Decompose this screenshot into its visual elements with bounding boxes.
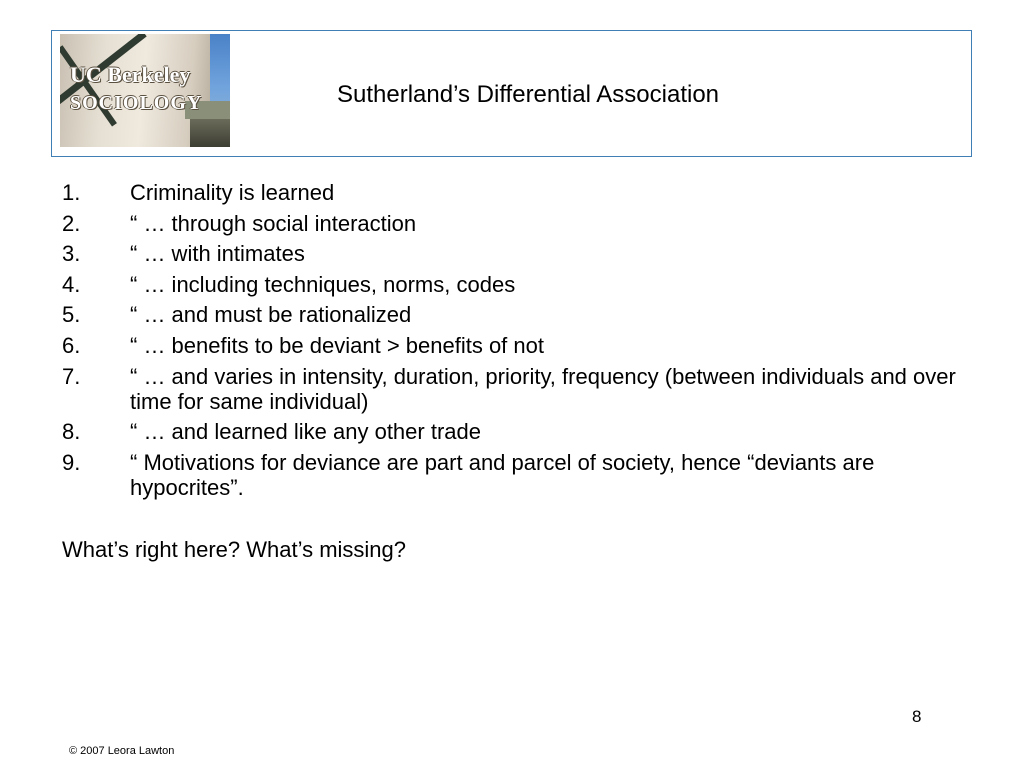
logo-text-line2: SOCIOLOGY [70,92,203,114]
list-item-text: “ … and varies in intensity, duration, priority, frequency (between individuals and over time for same individual) [130,363,956,414]
list-item [62,272,962,297]
logo-tower-image [60,34,210,147]
slide-title: Sutherland’s Differential Association [337,81,720,108]
logo-text-line1: UC Berkeley [70,62,191,87]
list-item [62,211,962,236]
list-item-number: 2. [62,210,81,236]
list-item [62,333,962,358]
list-item-text: “ … benefits to be deviant > benefits of not [130,332,544,358]
discussion-question: What’s right here? What’s missing? [62,537,406,562]
list-item-text: “ Motivations for deviance are part and parcel of society, hence “deviants are hypocrites”. [130,449,875,500]
list-item [62,302,962,327]
list-item [62,364,962,414]
list-item [62,450,962,500]
list-item-number: 1. [62,180,81,205]
list-item-text: “ … and learned like any other trade [130,419,481,445]
list-item-number: 4. [62,271,81,297]
slide-header [51,30,972,157]
list-item [62,419,962,444]
list-item-number: 7. [62,363,81,389]
list-item [62,180,962,205]
list-item [62,241,962,266]
numbered-list [62,180,962,505]
list-item-number: 5. [62,302,81,328]
list-item-number: 3. [62,241,81,267]
list-item-number: 8. [62,419,81,445]
logo-building [190,119,230,147]
page-number: 8 [912,707,922,726]
list-item-text: Criminality is learned [130,180,335,205]
list-item-number: 9. [62,449,81,475]
list-item-number: 6. [62,332,81,358]
uc-berkeley-sociology-logo [60,34,230,147]
list-item-text: “ … with intimates [130,241,305,267]
list-item-text: “ … and must be rationalized [130,302,412,328]
list-item-text: “ … including techniques, norms, codes [130,271,516,297]
list-item-text: “ … through social interaction [130,210,417,236]
copyright-notice: © 2007 Leora Lawton [69,745,175,757]
